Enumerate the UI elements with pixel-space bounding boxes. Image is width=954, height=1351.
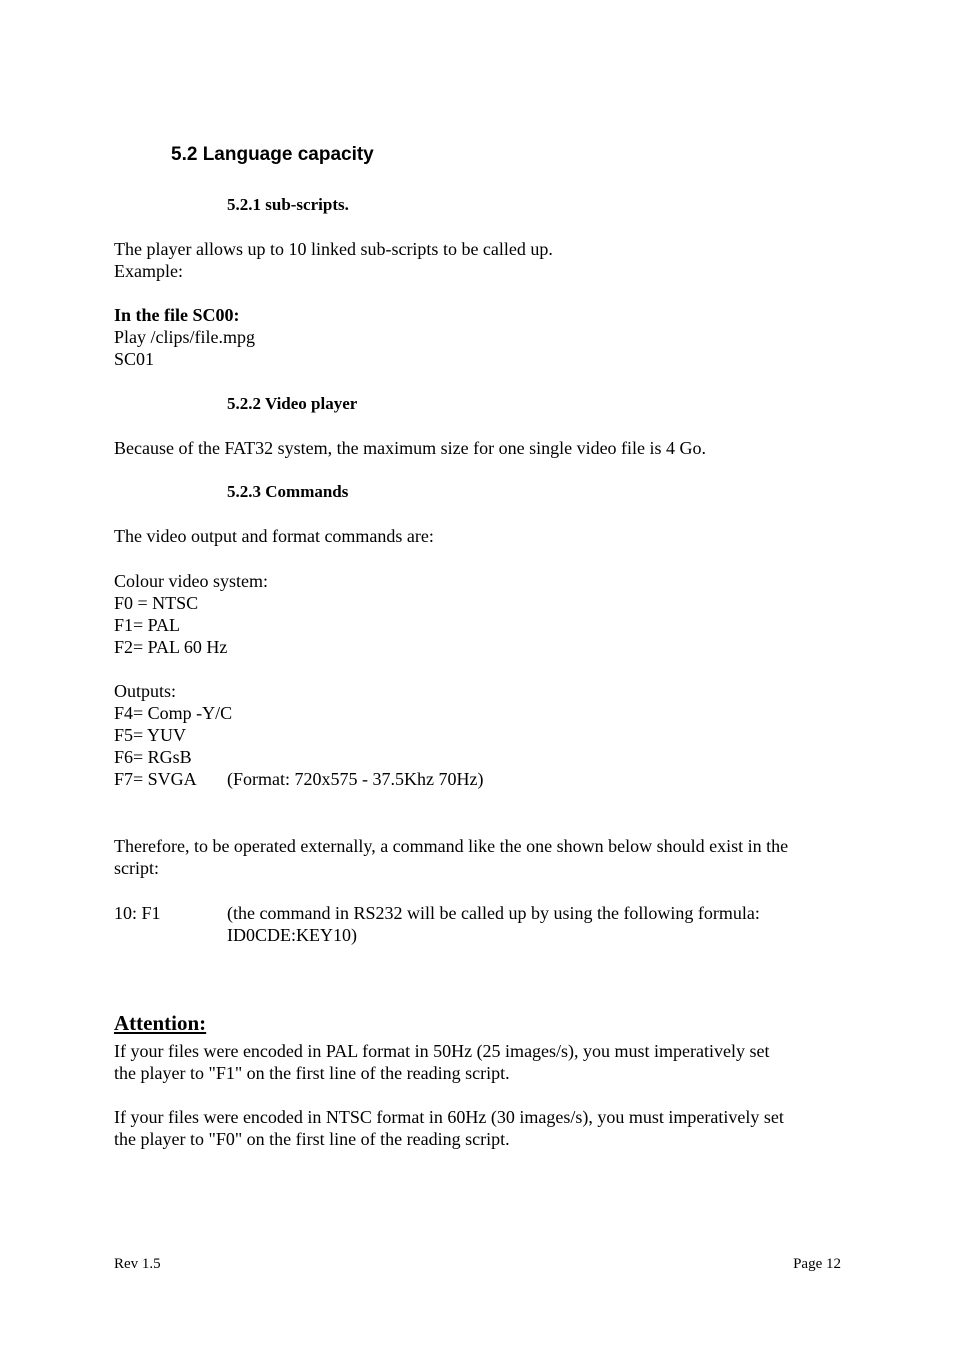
outputs-item: F4= Comp -Y/C	[114, 703, 233, 723]
attention-ntsc-paragraph	[114, 1106, 784, 1150]
example-line: Play /clips/file.mpg	[114, 327, 255, 347]
subscripts-example-label: Example:	[114, 261, 183, 281]
subscripts-example	[114, 304, 255, 370]
attention-pal-paragraph	[114, 1040, 770, 1084]
external-line: Therefore, to be operated externally, a command like the one shown below should exist in the	[114, 836, 789, 856]
example-note-line: (the command in RS232 will be called up by using the following formula:	[227, 903, 760, 923]
attention-line: If your files were encoded in PAL format in 50Hz (25 images/s), you must imperatively set	[114, 1041, 770, 1061]
video-player-paragraph: Because of the FAT32 system, the maximum size for one single video file is 4 Go.	[114, 438, 707, 458]
commands-heading: 5.2.3 Commands	[227, 482, 349, 501]
external-command-paragraph	[114, 835, 788, 879]
attention-line: the player to "F0" on the first line of the reading script.	[114, 1129, 510, 1149]
attention-line: the player to "F1" on the first line of the reading script.	[114, 1063, 510, 1083]
subscripts-para-line: The player allows up to 10 linked sub-scripts to be called up.	[114, 239, 553, 259]
outputs-label: Outputs:	[114, 681, 177, 701]
file-label: In the file SC00:	[114, 305, 240, 325]
attention-title: Attention:	[114, 1011, 207, 1035]
footer-revision: Rev 1.5	[114, 1256, 161, 1272]
video-player-heading: 5.2.2 Video player	[227, 394, 358, 413]
colour-system-item: F1= PAL	[114, 615, 181, 635]
outputs-list	[114, 680, 232, 768]
section-title: 5.2 Language capacity	[171, 144, 374, 165]
svga-code: F7= SVGA	[114, 769, 197, 789]
svga-note: (Format: 720x575 - 37.5Khz 70Hz)	[227, 769, 484, 789]
outputs-item: F5= YUV	[114, 725, 186, 745]
external-line: script:	[114, 858, 159, 878]
colour-system-list	[114, 570, 268, 658]
colour-system-label: Colour video system:	[114, 571, 268, 591]
colour-system-item: F2= PAL 60 Hz	[114, 637, 228, 657]
subscripts-heading: 5.2.1 sub-scripts.	[227, 195, 349, 214]
outputs-item: F6= RGsB	[114, 747, 192, 767]
example-command-note	[227, 902, 760, 946]
example-command-code: 10: F1	[114, 903, 161, 923]
subscripts-paragraph	[114, 238, 553, 282]
attention-line: If your files were encoded in NTSC format in 60Hz (30 images/s), you must imperatively set	[114, 1107, 784, 1127]
footer-page-number: Page 12	[793, 1256, 841, 1272]
example-line: SC01	[114, 349, 155, 369]
colour-system-item: F0 = NTSC	[114, 593, 199, 613]
commands-intro: The video output and format commands are:	[114, 526, 434, 546]
example-note-line: ID0CDE:KEY10)	[227, 925, 357, 945]
